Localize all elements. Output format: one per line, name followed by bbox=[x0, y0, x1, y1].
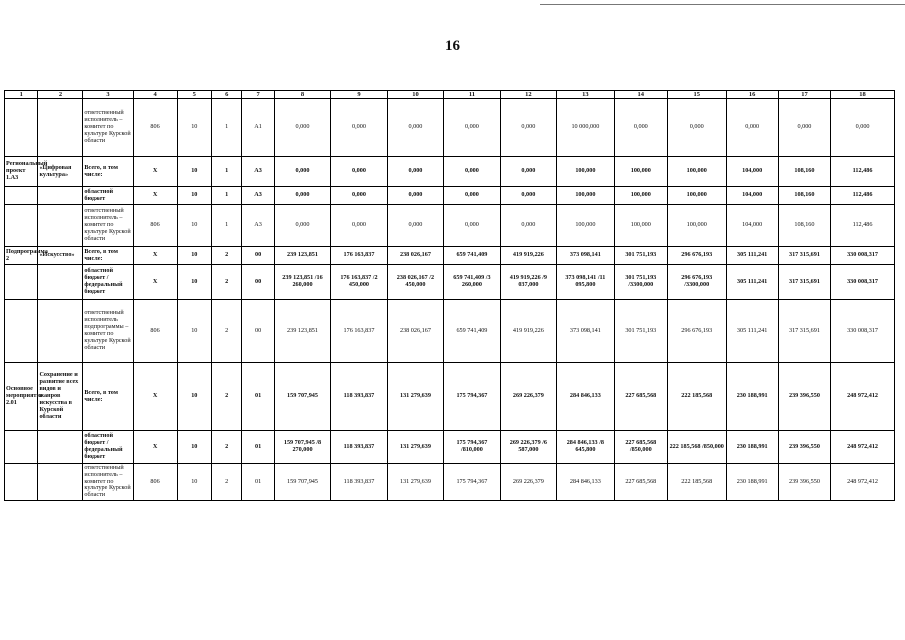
table-cell-col-18: 112,486 bbox=[831, 187, 895, 205]
table-cell-col-1 bbox=[5, 205, 38, 247]
table-cell-col-12: 269 226,379 bbox=[500, 363, 556, 431]
table-cell-col-6: 1 bbox=[212, 99, 242, 157]
table-cell-col-4: X bbox=[133, 265, 177, 300]
table-cell-col-9: 0,000 bbox=[331, 157, 387, 187]
table-cell-col-15: 296 676,193 bbox=[667, 247, 726, 265]
table-cell-col-7: 01 bbox=[242, 363, 274, 431]
table-cell-col-11: 0,000 bbox=[444, 205, 500, 247]
table-cell-col-8: 239 123,851 bbox=[274, 247, 330, 265]
table-cell-col-10: 0,000 bbox=[387, 205, 443, 247]
column-header-11: 11 bbox=[444, 91, 500, 99]
table-cell-col-16: 230 188,991 bbox=[726, 431, 778, 464]
table-cell-col-5: 10 bbox=[177, 205, 212, 247]
table-cell-col-6: 2 bbox=[212, 363, 242, 431]
table-cell-col-2 bbox=[38, 205, 83, 247]
table-cell-col-12: 0,000 bbox=[500, 187, 556, 205]
table-cell-col-10: 131 279,639 bbox=[387, 363, 443, 431]
table-cell-col-16: 305 111,241 bbox=[726, 265, 778, 300]
table-cell-col-17: 317 315,691 bbox=[778, 300, 830, 363]
table-cell-col-2: «Искусство» bbox=[38, 247, 83, 265]
column-header-4: 4 bbox=[133, 91, 177, 99]
table-cell-col-10: 131 279,639 bbox=[387, 431, 443, 464]
column-header-12: 12 bbox=[500, 91, 556, 99]
column-header-17: 17 bbox=[778, 91, 830, 99]
table-cell-col-13: 373 098,141 bbox=[557, 300, 615, 363]
table-cell-col-11: 0,000 bbox=[444, 157, 500, 187]
table-cell-col-18: 330 008,317 bbox=[831, 300, 895, 363]
table-cell-col-1 bbox=[5, 187, 38, 205]
table-cell-col-6: 1 bbox=[212, 205, 242, 247]
table-cell-col-3: Всего, в том числе: bbox=[83, 363, 133, 431]
table-cell-col-13: 10 000,000 bbox=[557, 99, 615, 157]
table-cell-col-4: 806 bbox=[133, 99, 177, 157]
table-cell-col-15: 222 185,568 /850,000 bbox=[667, 431, 726, 464]
table-cell-col-12: 419 919,226 bbox=[500, 300, 556, 363]
table-cell-col-18: 112,486 bbox=[831, 157, 895, 187]
table-cell-col-18: 248 972,412 bbox=[831, 431, 895, 464]
table-cell-col-4: X bbox=[133, 247, 177, 265]
table-cell-col-18: 330 008,317 bbox=[831, 247, 895, 265]
table-cell-col-16: 305 111,241 bbox=[726, 247, 778, 265]
column-header-18: 18 bbox=[831, 91, 895, 99]
table-cell-col-9: 0,000 bbox=[331, 205, 387, 247]
table-cell-col-5: 10 bbox=[177, 431, 212, 464]
table-cell-col-9: 176 163,837 bbox=[331, 247, 387, 265]
table-cell-col-4: 806 bbox=[133, 464, 177, 501]
table-cell-col-11: 0,000 bbox=[444, 99, 500, 157]
table-cell-col-3: ответственный исполнитель подпрограммы – комитет по культуре Курской области bbox=[83, 300, 133, 363]
table-row bbox=[5, 205, 895, 247]
table-cell-col-16: 0,000 bbox=[726, 99, 778, 157]
table-cell-col-18: 248 972,412 bbox=[831, 464, 895, 501]
table-cell-col-2 bbox=[38, 464, 83, 501]
table-cell-col-15: 222 185,568 bbox=[667, 464, 726, 501]
table-cell-col-10: 238 026,167 bbox=[387, 247, 443, 265]
table-cell-col-12: 269 226,379 /6 587,000 bbox=[500, 431, 556, 464]
table-cell-col-3: Всего, в том числе: bbox=[83, 247, 133, 265]
table-cell-col-9: 118 393,837 bbox=[331, 363, 387, 431]
table-cell-col-14: 301 751,193 /3300,000 bbox=[614, 265, 667, 300]
table-cell-col-15: 0,000 bbox=[667, 99, 726, 157]
table-cell-col-5: 10 bbox=[177, 464, 212, 501]
table-cell-col-2: «Цифровая культура» bbox=[38, 157, 83, 187]
table-row bbox=[5, 99, 895, 157]
table-cell-col-17: 0,000 bbox=[778, 99, 830, 157]
table-cell-col-12: 0,000 bbox=[500, 205, 556, 247]
table-cell-col-8: 159 707,945 bbox=[274, 363, 330, 431]
table-cell-col-4: 806 bbox=[133, 205, 177, 247]
table-cell-col-8: 0,000 bbox=[274, 99, 330, 157]
table-cell-col-2: Сохранение и развитие всех видов и жанров искусства в Курской области bbox=[38, 363, 83, 431]
table-cell-col-9: 176 163,837 bbox=[331, 300, 387, 363]
table-cell-col-10: 0,000 bbox=[387, 187, 443, 205]
table-row bbox=[5, 464, 895, 501]
table-cell-col-18: 0,000 bbox=[831, 99, 895, 157]
table-cell-col-16: 305 111,241 bbox=[726, 300, 778, 363]
table-cell-col-14: 100,000 bbox=[614, 187, 667, 205]
table-cell-col-11: 659 741,409 bbox=[444, 247, 500, 265]
table-cell-col-3: областной бюджет /федеральный бюджет bbox=[83, 431, 133, 464]
column-header-7: 7 bbox=[242, 91, 274, 99]
table-cell-col-13: 100,000 bbox=[557, 187, 615, 205]
table-cell-col-2 bbox=[38, 265, 83, 300]
table-cell-col-18: 330 008,317 bbox=[831, 265, 895, 300]
table-cell-col-5: 10 bbox=[177, 363, 212, 431]
table-cell-col-4: X bbox=[133, 157, 177, 187]
table-cell-col-12: 0,000 bbox=[500, 157, 556, 187]
table-cell-col-15: 296 676,193 bbox=[667, 300, 726, 363]
table-cell-col-10: 238 026,167 bbox=[387, 300, 443, 363]
table-cell-col-8: 0,000 bbox=[274, 157, 330, 187]
table-cell-col-7: А3 bbox=[242, 205, 274, 247]
table-cell-col-11: 659 741,409 /3 260,000 bbox=[444, 265, 500, 300]
table-cell-col-4: X bbox=[133, 431, 177, 464]
table-cell-col-2 bbox=[38, 187, 83, 205]
table-row bbox=[5, 187, 895, 205]
table-cell-col-14: 100,000 bbox=[614, 205, 667, 247]
table-cell-col-1 bbox=[5, 300, 38, 363]
table-cell-col-7: 00 bbox=[242, 247, 274, 265]
column-header-2: 2 bbox=[38, 91, 83, 99]
table-cell-col-16: 104,000 bbox=[726, 187, 778, 205]
table-cell-col-14: 301 751,193 bbox=[614, 300, 667, 363]
table-cell-col-7: 00 bbox=[242, 265, 274, 300]
table-cell-col-17: 108,160 bbox=[778, 187, 830, 205]
table-cell-col-14: 227 685,568 bbox=[614, 363, 667, 431]
table-cell-col-1: Региональный проект 1.А3 bbox=[5, 157, 38, 187]
table-cell-col-9: 0,000 bbox=[331, 187, 387, 205]
column-header-15: 15 bbox=[667, 91, 726, 99]
table-cell-col-9: 118 393,837 bbox=[331, 464, 387, 501]
column-header-16: 16 bbox=[726, 91, 778, 99]
column-header-13: 13 bbox=[557, 91, 615, 99]
table-cell-col-7: 01 bbox=[242, 431, 274, 464]
table-cell-col-13: 100,000 bbox=[557, 157, 615, 187]
table-cell-col-3: областной бюджет /федеральный бюджет bbox=[83, 265, 133, 300]
table-cell-col-13: 284 846,133 /8 645,800 bbox=[557, 431, 615, 464]
table-cell-col-7: А3 bbox=[242, 157, 274, 187]
table-cell-col-12: 419 919,226 bbox=[500, 247, 556, 265]
table-cell-col-8: 159 707,945 /8 270,000 bbox=[274, 431, 330, 464]
table-cell-col-3: ответственный исполнитель – комитет по культуре Курской области bbox=[83, 99, 133, 157]
table-cell-col-6: 2 bbox=[212, 247, 242, 265]
table-cell-col-12: 0,000 bbox=[500, 99, 556, 157]
table-cell-col-5: 10 bbox=[177, 300, 212, 363]
table-cell-col-13: 284 846,133 bbox=[557, 464, 615, 501]
table-cell-col-14: 0,000 bbox=[614, 99, 667, 157]
table-cell-col-5: 10 bbox=[177, 247, 212, 265]
table-cell-col-7: А3 bbox=[242, 187, 274, 205]
table-cell-col-17: 108,160 bbox=[778, 157, 830, 187]
column-header-5: 5 bbox=[177, 91, 212, 99]
table-cell-col-12: 419 919,226 /9 037,000 bbox=[500, 265, 556, 300]
page-number: 16 bbox=[445, 38, 460, 54]
column-header-9: 9 bbox=[331, 91, 387, 99]
table-cell-col-8: 0,000 bbox=[274, 187, 330, 205]
table-cell-col-16: 104,000 bbox=[726, 157, 778, 187]
table-cell-col-13: 373 098,141 bbox=[557, 247, 615, 265]
column-header-14: 14 bbox=[614, 91, 667, 99]
table-cell-col-7: А1 bbox=[242, 99, 274, 157]
table-cell-col-9: 0,000 bbox=[331, 99, 387, 157]
table-cell-col-15: 296 676,193 /3300,000 bbox=[667, 265, 726, 300]
table-cell-col-15: 100,000 bbox=[667, 205, 726, 247]
table-cell-col-14: 227 685,568 /850,000 bbox=[614, 431, 667, 464]
table-cell-col-8: 0,000 bbox=[274, 205, 330, 247]
table-cell-col-18: 248 972,412 bbox=[831, 363, 895, 431]
table-cell-col-8: 239 123,851 bbox=[274, 300, 330, 363]
table-cell-col-16: 230 188,991 bbox=[726, 363, 778, 431]
table-cell-col-5: 10 bbox=[177, 265, 212, 300]
table-cell-col-1 bbox=[5, 464, 38, 501]
table-cell-col-6: 2 bbox=[212, 265, 242, 300]
table-cell-col-9: 118 393,837 bbox=[331, 431, 387, 464]
table-row bbox=[5, 363, 895, 431]
table-cell-col-13: 100,000 bbox=[557, 205, 615, 247]
table-cell-col-17: 239 396,550 bbox=[778, 431, 830, 464]
table-cell-col-14: 227 685,568 bbox=[614, 464, 667, 501]
table-cell-col-17: 239 396,550 bbox=[778, 464, 830, 501]
table-cell-col-5: 10 bbox=[177, 99, 212, 157]
table-cell-col-16: 104,000 bbox=[726, 205, 778, 247]
table-cell-col-1 bbox=[5, 431, 38, 464]
top-rule bbox=[540, 4, 905, 5]
column-header-6: 6 bbox=[212, 91, 242, 99]
table-cell-col-1 bbox=[5, 265, 38, 300]
table-cell-col-1: Подпрограмма 2 bbox=[5, 247, 38, 265]
column-header-3: 3 bbox=[83, 91, 133, 99]
table-cell-col-3: ответственный исполнитель – комитет по культуре Курской области bbox=[83, 205, 133, 247]
column-header-10: 10 bbox=[387, 91, 443, 99]
table-cell-col-10: 0,000 bbox=[387, 157, 443, 187]
table-cell-col-15: 100,000 bbox=[667, 157, 726, 187]
table-cell-col-15: 222 185,568 bbox=[667, 363, 726, 431]
header-row bbox=[5, 91, 895, 99]
table-cell-col-9: 176 163,837 /2 450,000 bbox=[331, 265, 387, 300]
table-cell-col-8: 239 123,851 /16 260,000 bbox=[274, 265, 330, 300]
table-cell-col-17: 239 396,550 bbox=[778, 363, 830, 431]
table-row bbox=[5, 265, 895, 300]
table-row bbox=[5, 247, 895, 265]
table-cell-col-1: Основное мероприятие 2.01 bbox=[5, 363, 38, 431]
table-cell-col-3: ответственный исполнитель – комитет по культуре Курской области bbox=[83, 464, 133, 501]
table-cell-col-17: 317 315,691 bbox=[778, 247, 830, 265]
table-cell-col-11: 175 794,367 bbox=[444, 363, 500, 431]
table-cell-col-5: 10 bbox=[177, 187, 212, 205]
table-cell-col-6: 2 bbox=[212, 300, 242, 363]
table-cell-col-4: X bbox=[133, 363, 177, 431]
table-cell-col-3: областной бюджет bbox=[83, 187, 133, 205]
table-cell-col-4: 806 bbox=[133, 300, 177, 363]
column-header-1: 1 bbox=[5, 91, 38, 99]
table-cell-col-2 bbox=[38, 431, 83, 464]
table-cell-col-14: 301 751,193 bbox=[614, 247, 667, 265]
table-row bbox=[5, 300, 895, 363]
table-cell-col-2 bbox=[38, 99, 83, 157]
table-cell-col-5: 10 bbox=[177, 157, 212, 187]
table-cell-col-4: X bbox=[133, 187, 177, 205]
table-cell-col-6: 2 bbox=[212, 464, 242, 501]
table-cell-col-13: 373 098,141 /11 095,800 bbox=[557, 265, 615, 300]
table-cell-col-7: 00 bbox=[242, 300, 274, 363]
table-cell-col-1 bbox=[5, 99, 38, 157]
table-cell-col-6: 1 bbox=[212, 157, 242, 187]
table-cell-col-13: 284 846,133 bbox=[557, 363, 615, 431]
table-cell-col-11: 0,000 bbox=[444, 187, 500, 205]
table-cell-col-10: 238 026,167 /2 450,000 bbox=[387, 265, 443, 300]
table-cell-col-18: 112,486 bbox=[831, 205, 895, 247]
table-cell-col-11: 175 794,367 bbox=[444, 464, 500, 501]
table-cell-col-10: 131 279,639 bbox=[387, 464, 443, 501]
table-cell-col-17: 317 315,691 bbox=[778, 265, 830, 300]
table-cell-col-3: Всего, в том числе: bbox=[83, 157, 133, 187]
table-cell-col-6: 2 bbox=[212, 431, 242, 464]
table-cell-col-11: 175 794,367 /810,000 bbox=[444, 431, 500, 464]
table-row bbox=[5, 431, 895, 464]
table-cell-col-15: 100,000 bbox=[667, 187, 726, 205]
table-cell-col-12: 269 226,379 bbox=[500, 464, 556, 501]
budget-table bbox=[4, 90, 895, 501]
table-cell-col-2 bbox=[38, 300, 83, 363]
table-cell-col-14: 100,000 bbox=[614, 157, 667, 187]
column-header-8: 8 bbox=[274, 91, 330, 99]
table-cell-col-7: 01 bbox=[242, 464, 274, 501]
table-cell-col-6: 1 bbox=[212, 187, 242, 205]
table-cell-col-8: 159 707,945 bbox=[274, 464, 330, 501]
table-row bbox=[5, 157, 895, 187]
table-cell-col-11: 659 741,409 bbox=[444, 300, 500, 363]
table-cell-col-16: 230 188,991 bbox=[726, 464, 778, 501]
table-cell-col-10: 0,000 bbox=[387, 99, 443, 157]
table-cell-col-17: 108,160 bbox=[778, 205, 830, 247]
